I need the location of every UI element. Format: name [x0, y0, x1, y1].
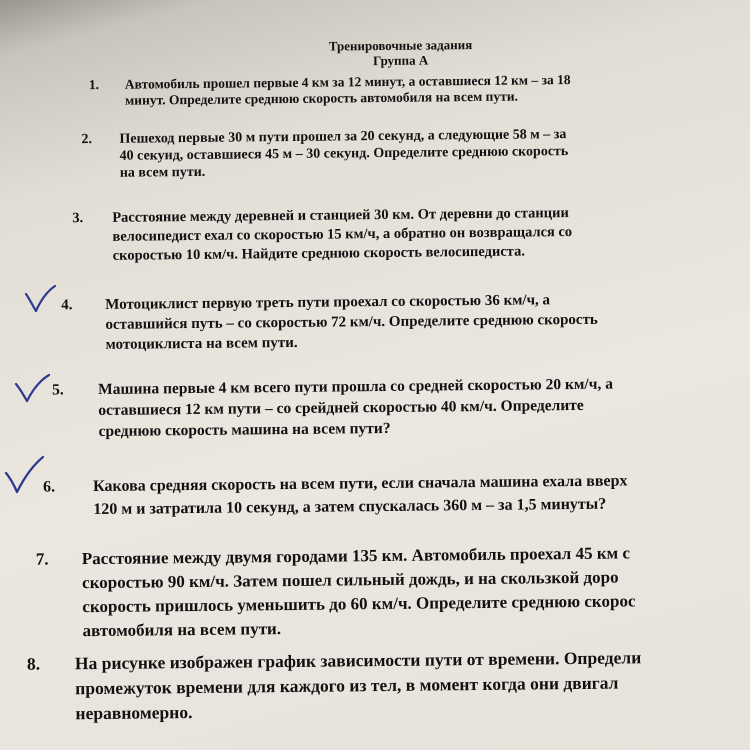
task-line: велосипедист ехал со скоростью 15 км/ч, а обратно он возвращался со	[112, 224, 573, 245]
task-line: оставшийся путь – со скоростью 72 км/ч. Определите среднюю скорость	[105, 311, 598, 333]
task-line: оставшиеся 12 км пути – со срейдней скоростью 40 км/ч. Определите	[98, 396, 584, 419]
task-line: Пешеход первые 30 м пути прошел за 20 секунд, а следующие 58 м – за	[119, 127, 567, 147]
task-line: среднюю скорость машина на всем пути?	[98, 419, 391, 440]
page-title: Тренировочные задания	[328, 37, 473, 54]
task-7	[6, 540, 750, 641]
task-line: промежуток времени для каждого из тел, в момент когда они двигал	[75, 672, 619, 699]
task-line: минут. Определите среднюю скорость автомобиля на всем пути.	[124, 88, 519, 108]
task-line: Машина первые 4 км всего пути прошла со средней скоростью 20 км/ч, а	[97, 375, 614, 398]
task-line: скоростью 10 км/ч. Найдите среднюю скорость велосипедиста.	[112, 243, 525, 264]
task-3	[2, 202, 750, 264]
task-line: Расстояние между деревней и станцией 30 км. От деревни до станции	[112, 205, 569, 226]
task-number: 8.	[26, 653, 41, 674]
task-line: скоростью 90 км/ч. Затем пошел сильный дождь, и на скользкой доро	[82, 567, 619, 593]
task-line: на всем пути.	[119, 164, 206, 181]
task-line: скорость пришлось уменьшить до 60 км/ч. Определите среднюю скорос	[82, 591, 636, 617]
page-subtitle: Группа А	[372, 52, 429, 69]
task-number: 5.	[51, 381, 64, 399]
task-line: Расстояние между двумя городами 135 км. Автомобиль проехал 45 км с	[81, 543, 631, 569]
task-6	[5, 468, 750, 519]
handwritten-check-icon	[14, 372, 52, 408]
task-line: 120 м и затратила 10 секунд, а затем спускалась 360 м – за 1,5 минуты?	[93, 495, 607, 519]
task-line: На рисунке изображен график зависимости пути от времени. Определи	[74, 647, 642, 674]
task-line: неравномерно.	[75, 702, 193, 724]
handwritten-check-icon	[24, 284, 58, 318]
task-number: 1.	[88, 76, 100, 93]
task-2	[1, 124, 750, 181]
task-5	[4, 372, 750, 440]
task-line: Мотоциклист первую треть пути проехал со скоростью 36 км/ч, а	[105, 292, 551, 313]
handwritten-check-icon	[4, 455, 46, 499]
task-1	[1, 70, 750, 108]
task-number: 3.	[72, 210, 84, 227]
task-number: 6.	[43, 478, 56, 496]
task-line: Какова средняя скорость на всем пути, если сначала машина ехала вверх	[93, 472, 628, 496]
task-8	[7, 644, 750, 724]
task-number: 4.	[61, 297, 73, 314]
task-line: мотоциклиста на всем пути.	[105, 334, 298, 353]
task-number: 2.	[81, 132, 93, 148]
task-number: 7.	[35, 549, 49, 569]
task-line: 40 секунд, оставшиеся 45 м – 30 секунд. Определите среднюю скорость	[119, 144, 569, 164]
task-4	[3, 288, 750, 353]
task-line: автомобиля на всем пути.	[82, 619, 282, 641]
task-line: Автомобиль прошел первые 4 км за 12 минут, а оставшиеся 12 км – за 18	[124, 72, 571, 92]
